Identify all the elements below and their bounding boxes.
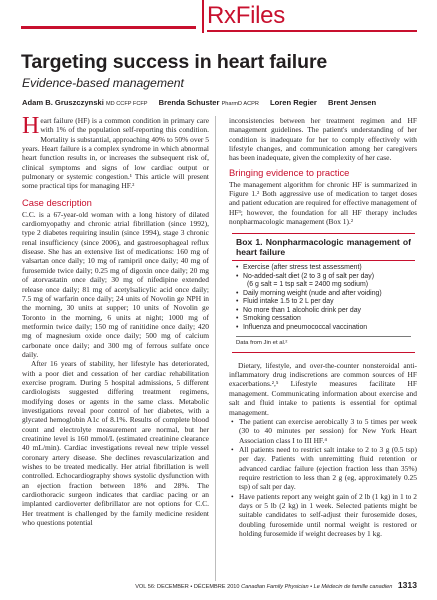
case-heading: Case description bbox=[22, 196, 92, 208]
column-divider bbox=[215, 116, 216, 581]
box-item bbox=[236, 264, 411, 273]
box-item-text: Daily morning weight (nude and after voiding) bbox=[243, 289, 382, 297]
box-item-subtext: (6 g salt = 1 tsp salt = 2400 mg sodium) bbox=[247, 281, 369, 289]
case-paragraph: C.C. is a 67-year-old woman with a long history of dilated cardiomyopathy and chronic atrial fibrillation (since 1992), type 2 diabetes requiring insulin (since 1994), stage 3 chronic renal insufficiency (since 2006), and gastroesophageal reflux disease. She has an extensive list of medications: 160 mg of valsartan once daily; 10 mg of ramipril once daily; 40 mg of furosemide twice daily; 0.25 mg of digoxin once daily; 20 mg of atorvastatin once daily; 30 mg of nifedipine extended release once daily; 81 mg of acetylsalicylic acid once daily; 7.5 mg of warfarin once daily; 24 units of Novolin ge NPH in the morning, 30 units at supper; 10 units of Novolin ge Toronto in the morning, 6 units at night; 1000 mg of metformin twice daily; 150 mg of ranitidine once daily; 420 mg of magnesium oxide once daily; 500 mg of calcium carbonate once daily; and 300 mg of ferrous sulfate once daily. bbox=[22, 209, 209, 359]
box-item bbox=[236, 290, 411, 299]
box-item-text: No more than 1 alcoholic drink per day bbox=[243, 306, 361, 314]
continued-paragraph: inconsistencies between her treatment regimen and HF management guidelines. The patient's understanding of her condition is inadequate for her to comply effectively with lifestyle changes, and communication among her caregivers has been inadequate, given the complexity of her case. bbox=[229, 116, 417, 163]
box-item-text: Influenza and pneumococcal vaccination bbox=[243, 323, 368, 331]
page-footer bbox=[135, 580, 417, 590]
box-item-text: Exercise (after stress test assessment) bbox=[243, 264, 362, 272]
box-item bbox=[236, 273, 411, 290]
header-rule bbox=[21, 26, 196, 29]
brand-bar bbox=[202, 0, 204, 33]
author-name: Brenda Schuster bbox=[158, 98, 220, 107]
author-line bbox=[22, 98, 422, 107]
intro-paragraph: Heart failure (HF) is a common condition in primary care with 1% of the population self-reporting this condition. Mortality is substantial, approaching 40% to 50% over 5 years. Heart failure is a complex syndrome in which abnormal heart function results in, or increases the subsequent risk of, clinical symptoms and signs of low cardiac output or pulmonary or systemic congestion.¹ This article will present some practical tips for managing HF.² bbox=[22, 113, 209, 191]
author-name: Adam B. Gruszczynski bbox=[22, 98, 104, 107]
box-item bbox=[236, 307, 411, 316]
right-column bbox=[229, 116, 417, 538]
author-name: Brent Jensen bbox=[327, 98, 377, 107]
case-paragraph: After 16 years of stability, her lifestyle has deteriorated, with a poor diet and cessation of her cardiac rehabilitation exercise program. During 5 hospital admissions, 5 different cardiologists suggested differing treatment regimens, modifying doses or agents in the same class. Metabolic investigations reveal poor control of her diabetes, with a glycated hemoglobin A1c of 8.1%. Results of complete blood count and electrolyte measurement are normal, but her creatinine level is 160 mmol/L (estimated creatinine clearance 40 mL/min). Cardiac investigations reveal new triple vessel coronary artery disease. She declines revascularization and wishes to be treated medically. Her atrial fibrillation is well controlled. Echocardiography shows systolic dysfunction with an ejection fraction between 18% and 28%. The cardiothoracic surgeon indicates that cardiac pacing or an implanted cardioverter defibrillator are not options for C.C. Her treatment is challenged by the family medicine resident who questions potential bbox=[22, 359, 209, 528]
left-column bbox=[22, 113, 209, 528]
lifestyle-bullets bbox=[229, 417, 417, 538]
box-item-text: Fluid intake 1.5 to 2 L per day bbox=[243, 298, 334, 306]
box-item bbox=[236, 298, 411, 307]
author-credentials: PharmD ACPR bbox=[221, 101, 259, 107]
box-item bbox=[236, 315, 411, 324]
page-number: 1313 bbox=[397, 580, 417, 590]
bullet-item: • Have patients report any weight gain of 2 lb (1 kg) in 1 to 2 days or 5 lb (2 kg) in 1 week. Selected patients might be suitable candidates to self-adjust their furosemide doses, doubling furosemide until normal weight is restored or holding furosemide if weight decreases by 1 kg. bbox=[229, 492, 417, 539]
bullet-item: • The patient can exercise aerobically 3 to 5 times per week (30 to 40 minutes per session) for New York Heart Association class I to III HF.⁴ bbox=[229, 417, 417, 445]
brand-rule bbox=[207, 30, 417, 32]
evidence-heading: Bringing evidence to practice bbox=[229, 166, 350, 178]
box-item-text: Smoking cessation bbox=[243, 315, 301, 323]
footer-volume: VOL 56: DECEMBER • DÉCEMBRE 2010 bbox=[135, 584, 240, 590]
box-1 bbox=[232, 233, 415, 352]
lifestyle-paragraph: Dietary, lifestyle, and over-the-counter nonsteroidal anti-inflammatory drug indiscretions are common sources of HF exacerbations.²,⁵ Lifestyle measures facilitate HF management. Communicating information about exercise and salt and fluid intake to patients is essential for optimal management. bbox=[229, 360, 417, 417]
box-title: Box 1. Nonpharmacologic management of heart failure bbox=[232, 234, 415, 261]
author-credentials: MD CCFP FCFP bbox=[106, 101, 148, 107]
box-item bbox=[236, 324, 411, 333]
author-name: Loren Regier bbox=[270, 98, 317, 107]
box-item-text: No-added-salt diet (2 to 3 g of salt per day) bbox=[243, 272, 374, 280]
brand-logo: RxFiles bbox=[207, 2, 285, 29]
box-list bbox=[232, 261, 415, 333]
article-title: Targeting success in heart failure bbox=[21, 51, 328, 73]
footer-journal: Canadian Family Physician • Le Médecin de famille canadien bbox=[241, 584, 393, 590]
evidence-paragraph: The management algorithm for chronic HF is summarized in Figure 1.² Both aggressive use of medication to target doses and patient education are required for effective management of HF³; however, the foundation for all HF therapy includes nonpharmacologic management (Box 1).² bbox=[229, 179, 417, 227]
article-subtitle: Evidence-based management bbox=[22, 76, 184, 90]
bullet-item: • All patients need to restrict salt intake to 2 to 3 g (0.5 tsp) per day. Patients with unremitting fluid retention or advanced cardiac failure (ejection fraction less than 35%) require restriction to less than 2 g (eg, approximately 0.25 tsp) of salt per day. bbox=[229, 445, 417, 492]
box-source: Data from Jin et al.² bbox=[236, 336, 411, 348]
